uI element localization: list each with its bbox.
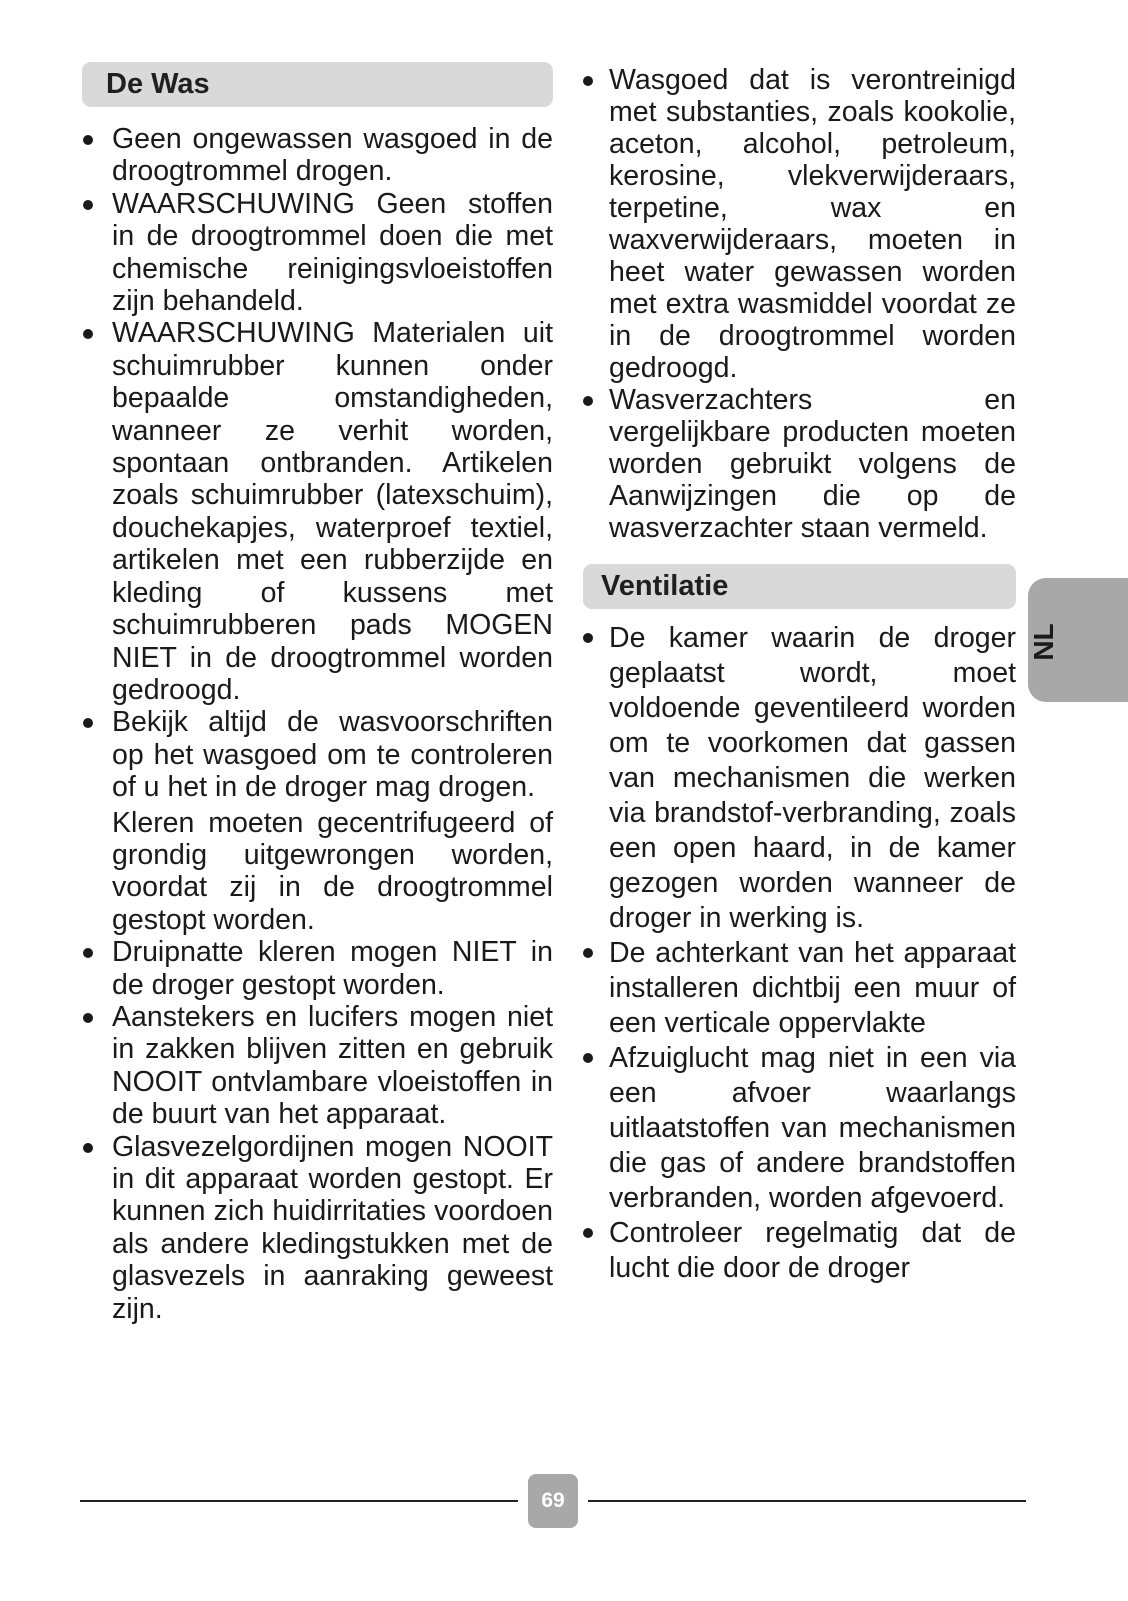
left-column [82,62,553,1325]
list-item: Controleer regelmatig dat de lucht die door de droger [583,1216,1016,1286]
list-item: WAARSCHUWING Geen stoffen in de droogtrommel doen die met chemische reinigingsvloeistoffen zijn behandeld. [82,188,553,318]
list-item: WAARSCHUWING Materialen uit schuimrubber kunnen onder bepaalde omstandigheden, wanneer ze verhit worden, spontaan ontbranden. Artikelen zoals schuimrubber (latexschuim), douchekapjes, waterproef textiel, artikelen met een rubberzijde en kleding of kussens met schuimrubberen pads MOGEN NIET in de droogtrommel worden gedroogd. [82,317,553,706]
list-item: De achterkant van het apparaat installeren dichtbij een muur of een verticale oppervlakte [583,936,1016,1041]
de-was-list [82,123,553,1325]
list-item: Aanstekers en lucifers mogen niet in zakken blijven zitten en gebruik NOOIT ontvlambare vloeistoffen in de buurt van het apparaat. [82,1001,553,1131]
footer-rule-left [80,1500,518,1502]
de-was-continued-list [583,64,1016,544]
list-item: Bekijk altijd de wasvoorschriften op het wasgoed om te controleren of u het in de droger mag drogen. Kleren moeten gecentrifugeerd of grondig uitgewrongen worden, voordat zij in de droogtrommel gestopt worden. [82,706,553,936]
list-item: Afzuiglucht mag niet in een via een afvoer waarlangs uitlaatstoffen van mechanismen die gas of andere brandstoffen verbranden, worden afgevoerd. [583,1041,1016,1216]
section-heading-de-was: De Was [82,62,553,107]
list-item: Glasvezelgordijnen mogen NOOIT in dit apparaat worden gestopt. Er kunnen zich huidirritaties voordoen als andere kledingstukken met de glasvezels in aanraking geweest zijn. [82,1131,553,1325]
footer-rule-right [588,1500,1026,1502]
list-item: Geen ongewassen wasgoed in de droogtrommel drogen. [82,123,553,188]
list-item: Wasgoed dat is verontreinigd met substanties, zoals kookolie, aceton, alcohol, petroleum, kerosine, vlekverwijderaars, terpetine, wax en waxverwijderaars, moeten in heet water gewassen worden met extra wasmiddel voordat ze in de droogtrommel worden gedroogd. [583,64,1016,384]
list-item: Wasverzachters en vergelijkbare producten moeten worden gebruikt volgens de Aanwijzingen die op de wasverzachter staan vermeld. [583,384,1016,544]
list-item: Druipnatte kleren mogen NIET in de droger gestopt worden. [82,936,553,1001]
list-item-extra-paragraph: Kleren moeten gecentrifugeerd of grondig uitgewrongen worden, voordat zij in de droogtrommel gestopt worden. [112,806,553,936]
right-column [583,64,1016,1286]
page-number: 69 [528,1474,578,1528]
section-heading-ventilatie: Ventilatie [583,564,1016,609]
list-item: De kamer waarin de droger geplaatst wordt, moet voldoende geventileerd worden om te voorkomen dat gassen van mechanismen die werken via brandstof-verbranding, zoals een open haard, in de kamer gezogen worden wanneer de droger in werking is. [583,621,1016,936]
language-tab-label: NL [1028,623,1059,661]
ventilatie-list [583,621,1016,1286]
